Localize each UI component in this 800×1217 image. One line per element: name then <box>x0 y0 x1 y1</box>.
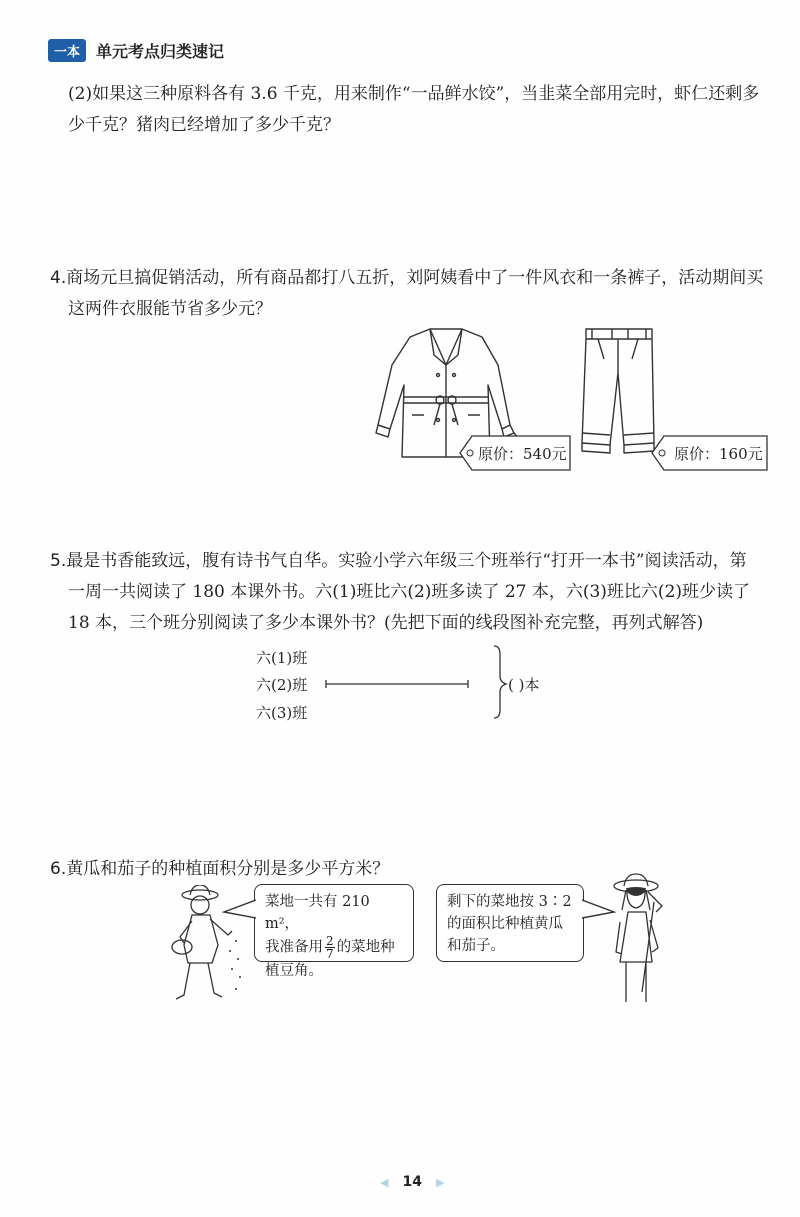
fraction-numerator: 2 <box>326 934 334 948</box>
coat-price-tag: 原价：540元 <box>478 445 567 463</box>
page-number: 14 <box>402 1174 422 1190</box>
segment-diagram <box>320 640 530 720</box>
fraction-two-sevenths <box>325 935 335 960</box>
brand-logo: 一本 <box>48 39 86 62</box>
class2-segment <box>326 680 468 688</box>
bubble-left-line2 <box>265 935 403 960</box>
fraction-denominator: 7 <box>326 947 334 961</box>
q5-text-line1 <box>50 546 747 576</box>
bubble-left-line3: 植豆角。 <box>265 963 323 979</box>
left-arrow-icon: ◀ <box>380 1175 389 1189</box>
right-arrow-icon: ▶ <box>435 1175 445 1189</box>
page-header <box>48 38 224 62</box>
q6-line1: 黄瓜和茄子的种植面积分别是多少平方米？ <box>66 859 390 879</box>
q4-line2: 这两件衣服能节省多少元？ <box>68 299 272 319</box>
bubble-left-line2a: 我准备用 <box>265 939 323 956</box>
left-bubble-tail <box>222 898 256 922</box>
q5-line1: 最是书香能致远，腹有诗书气自华。实验小学六年级三个班举行“打开一本书”阅读活动，第 <box>66 551 747 571</box>
q4-text-line1 <box>50 263 763 293</box>
section-title: 单元考点归类速记 <box>96 41 225 61</box>
total-brace <box>494 646 506 718</box>
segment-label-class1: 六(1)班 <box>256 649 308 667</box>
segment-label-class2: 六(2)班 <box>256 676 308 694</box>
q3-part2-line1: (2)如果这三种原料各有 3.6 千克，用来制作“一品鲜水饺”，当韭菜全部用完时，虾仁还剩多 <box>68 84 760 104</box>
q5-number: 5. <box>50 551 67 571</box>
pants-price-tag: 原价：160元 <box>674 445 763 463</box>
q4-line1: 商场元旦搞促销活动，所有商品都打八五折，刘阿姨看中了一件风衣和一条裤子，活动期间买 <box>66 268 764 288</box>
q5-line2: 一周一共阅读了 180 本课外书。六(1)班比六(2)班多读了 27 本，六(3)班比六(2)班少读了 <box>68 582 751 602</box>
bubble-left-line2b: 的菜地种 <box>336 939 395 956</box>
q5-line3: 18 本，三个班分别阅读了多少本课外书？(先把下面的线段图补充完整，再列式解答) <box>68 613 704 633</box>
bubble-right-line1: 剩下的菜地按 3∶2 <box>447 894 572 910</box>
farmer-woman-illustration <box>600 872 680 1007</box>
woman-speech-bubble <box>436 884 584 962</box>
farmer-speech-bubble <box>254 884 414 979</box>
page-footer <box>380 1174 444 1190</box>
bubble-right-line3: 和茄子。 <box>447 938 505 954</box>
bubble-left-line1: 菜地一共有 210 m²， <box>265 894 370 932</box>
q4-number: 4. <box>50 268 67 288</box>
q3-part2-line2: 少千克？猪肉已经增加了多少千克？ <box>68 115 340 135</box>
total-answer-blank: ( )本 <box>508 676 540 694</box>
q6-text-line1 <box>50 854 389 884</box>
q6-number: 6. <box>50 859 67 879</box>
bubble-right-line2: 的面积比种植黄瓜 <box>447 916 563 932</box>
segment-label-class3: 六(3)班 <box>256 704 308 722</box>
